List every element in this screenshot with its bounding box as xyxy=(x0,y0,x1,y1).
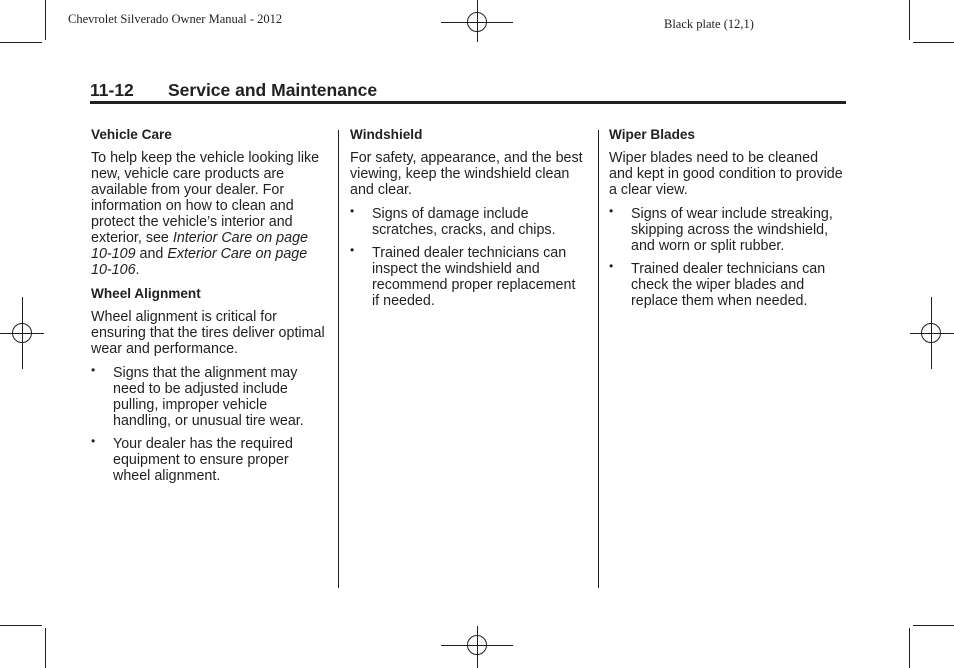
column-3 xyxy=(609,127,844,316)
text: and xyxy=(135,246,168,262)
title-rule xyxy=(90,101,846,104)
crop-mark xyxy=(909,0,910,40)
heading-windshield: Windshield xyxy=(350,127,423,142)
heading-wheel-alignment: Wheel Alignment xyxy=(91,286,201,301)
column-2 xyxy=(350,127,585,316)
list-item: • Trained dealer technicians can inspect the windshield and recommend proper replacement if needed. xyxy=(350,245,585,309)
header-plate: Black plate (12,1) xyxy=(664,17,754,31)
paragraph: For safety, appearance, and the best viewing, keep the windshield clean and clear. xyxy=(350,150,583,198)
link-interior-care[interactable]: Interior Care on page 10-109 xyxy=(91,230,308,262)
crop-mark xyxy=(0,42,42,43)
header-manual-title: Chevrolet Silverado Owner Manual - 2012 xyxy=(68,12,283,26)
crop-mark xyxy=(913,42,954,43)
bullet-list xyxy=(609,206,844,309)
bullet-list xyxy=(91,365,329,484)
list-item: • Signs of wear include streaking, skipping across the windshield, and worn or split rubber. xyxy=(609,206,844,254)
column-1 xyxy=(91,127,329,491)
crop-mark xyxy=(45,628,46,668)
column-divider xyxy=(598,130,599,588)
column-divider xyxy=(338,130,339,588)
paragraph: Wheel alignment is critical for ensuring that the tires deliver optimal wear and performance. xyxy=(91,309,325,357)
list-item: • Signs of damage include scratches, cracks, and chips. xyxy=(350,206,585,238)
bullet-list xyxy=(350,206,585,309)
paragraph: Wiper blades need to be cleaned and kept in good condition to provide a clear view. xyxy=(609,150,843,198)
heading-vehicle-care: Vehicle Care xyxy=(91,127,172,142)
list-item: • Trained dealer technicians can check the wiper blades and replace them when needed. xyxy=(609,261,844,309)
list-item: • Signs that the alignment may need to be adjusted include pulling, improper vehicle handling, or unusual tire wear. xyxy=(91,365,329,429)
paragraph xyxy=(91,150,329,278)
text: . xyxy=(135,262,140,278)
text: To help keep the vehicle looking like new, vehicle care products are available from your dealer. For information on how to clean and protect the vehicle’s interior and exterior, see xyxy=(91,150,320,246)
crop-mark xyxy=(913,625,954,626)
crop-mark xyxy=(45,0,46,40)
crop-mark xyxy=(0,625,42,626)
list-item: • Your dealer has the required equipment to ensure proper wheel alignment. xyxy=(91,436,329,484)
link-exterior-care[interactable]: Exterior Care on page 10-106 xyxy=(91,246,308,278)
crop-mark xyxy=(909,628,910,668)
section-title: Service and Maintenance xyxy=(168,80,378,100)
page-title xyxy=(90,80,377,101)
page-number: 11-12 xyxy=(90,80,134,100)
heading-wiper-blades: Wiper Blades xyxy=(609,127,695,142)
